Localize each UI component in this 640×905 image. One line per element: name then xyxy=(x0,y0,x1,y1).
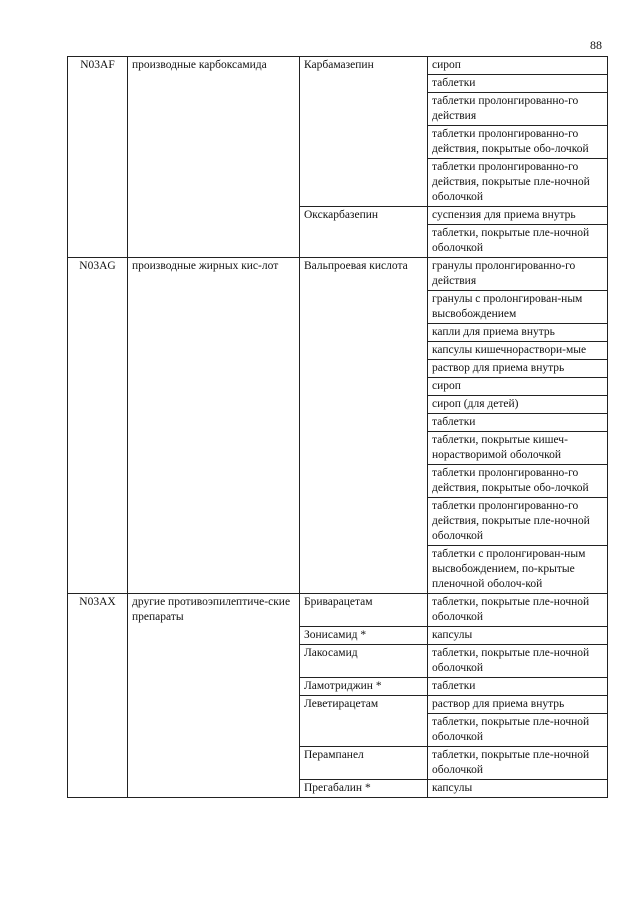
dosage-form: таблетки, покрытые пле-ночной оболочкой xyxy=(428,747,608,780)
atc-code: N03AF xyxy=(68,57,128,258)
group-name: производные карбоксамида xyxy=(128,57,300,258)
dosage-form: таблетки xyxy=(428,678,608,696)
page-number: 88 xyxy=(590,38,602,52)
dosage-form: капли для приема внутрь xyxy=(428,324,608,342)
dosage-form: гранулы пролонгированно-го действия xyxy=(428,258,608,291)
drug-name: Лакосамид xyxy=(300,645,428,678)
dosage-form: капсулы xyxy=(428,627,608,645)
drug-name: Бриварацетам xyxy=(300,594,428,627)
dosage-form: капсулы кишечнораствори-мые xyxy=(428,342,608,360)
dosage-form: таблетки, покрытые пле-ночной оболочкой xyxy=(428,645,608,678)
drug-table xyxy=(67,56,608,798)
dosage-form: раствор для приема внутрь xyxy=(428,696,608,714)
atc-code: N03AG xyxy=(68,258,128,594)
drug-name: Карбамазепин xyxy=(300,57,428,207)
drug-name: Леветирацетам xyxy=(300,696,428,747)
dosage-form: капсулы xyxy=(428,780,608,798)
table-row xyxy=(68,57,608,75)
dosage-form: таблетки, покрытые пле-ночной оболочкой xyxy=(428,594,608,627)
dosage-form: таблетки пролонгированно-го действия, покрытые пле-ночной оболочкой xyxy=(428,498,608,546)
dosage-form: гранулы с пролонгирован-ным высвобождением xyxy=(428,291,608,324)
dosage-form: суспензия для приема внутрь xyxy=(428,207,608,225)
dosage-form: таблетки пролонгированно-го действия xyxy=(428,93,608,126)
dosage-form: сироп xyxy=(428,57,608,75)
dosage-form: таблетки xyxy=(428,75,608,93)
dosage-form: таблетки пролонгированно-го действия, покрытые пле-ночной оболочкой xyxy=(428,159,608,207)
dosage-form: таблетки, покрытые пле-ночной оболочкой xyxy=(428,714,608,747)
dosage-form: таблетки пролонгированно-го действия, покрытые обо-лочкой xyxy=(428,465,608,498)
dosage-form: таблетки пролонгированно-го действия, покрытые обо-лочкой xyxy=(428,126,608,159)
dosage-form: сироп (для детей) xyxy=(428,396,608,414)
group-name: производные жирных кис-лот xyxy=(128,258,300,594)
dosage-form: сироп xyxy=(428,378,608,396)
dosage-form: раствор для приема внутрь xyxy=(428,360,608,378)
table-row xyxy=(68,258,608,291)
dosage-form: таблетки, покрытые кишеч-норастворимой оболочкой xyxy=(428,432,608,465)
drug-name: Окскарбазепин xyxy=(300,207,428,258)
table-row xyxy=(68,594,608,627)
dosage-form: таблетки с пролонгирован-ным высвобождением, по-крытые пленочной оболоч-кой xyxy=(428,546,608,594)
drug-name: Ламотриджин * xyxy=(300,678,428,696)
dosage-form: таблетки xyxy=(428,414,608,432)
drug-name: Прегабалин * xyxy=(300,780,428,798)
drug-name: Зонисамид * xyxy=(300,627,428,645)
group-name: другие противоэпилептиче-ские препараты xyxy=(128,594,300,798)
dosage-form: таблетки, покрытые пле-ночной оболочкой xyxy=(428,225,608,258)
atc-code: N03AX xyxy=(68,594,128,798)
drug-name: Перампанел xyxy=(300,747,428,780)
drug-name: Вальпроевая кислота xyxy=(300,258,428,594)
